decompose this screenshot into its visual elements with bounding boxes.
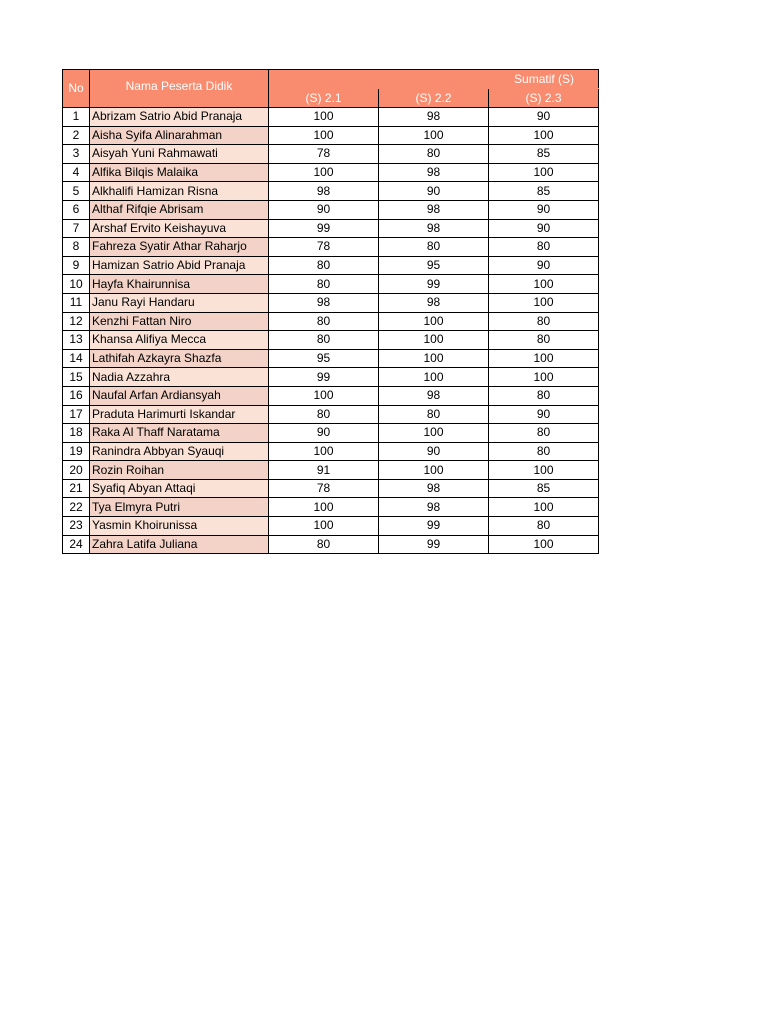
score-s2-3: 100 [489, 368, 599, 387]
student-name: Rozin Roihan [90, 461, 269, 480]
table-row [63, 535, 599, 554]
table-row [63, 182, 599, 201]
score-s2-3: 80 [489, 238, 599, 257]
score-s2-2: 99 [379, 275, 489, 294]
table-row [63, 331, 599, 350]
header-s2-1: (S) 2.1 [269, 89, 379, 108]
score-s2-2: 100 [379, 368, 489, 387]
table-row [63, 126, 599, 145]
score-s2-3: 80 [489, 312, 599, 331]
score-s2-1: 78 [269, 145, 379, 164]
score-s2-1: 100 [269, 126, 379, 145]
score-s2-2: 98 [379, 200, 489, 219]
table-row [63, 386, 599, 405]
row-number: 23 [63, 517, 90, 536]
student-name: Syafiq Abyan Attaqi [90, 479, 269, 498]
table-row [63, 275, 599, 294]
score-s2-2: 95 [379, 256, 489, 275]
score-s2-1: 91 [269, 461, 379, 480]
score-s2-3: 80 [489, 517, 599, 536]
table-row [63, 256, 599, 275]
student-name: Lathifah Azkayra Shazfa [90, 349, 269, 368]
student-name: Yasmin Khoirunissa [90, 517, 269, 536]
header-sumatif: Sumatif (S) [269, 70, 599, 89]
score-s2-1: 100 [269, 498, 379, 517]
table-row [63, 498, 599, 517]
table-row [63, 424, 599, 443]
table-row [63, 145, 599, 164]
student-name: Nadia Azzahra [90, 368, 269, 387]
score-s2-2: 100 [379, 312, 489, 331]
table-row [63, 163, 599, 182]
table-row [63, 108, 599, 127]
student-name: Ranindra Abbyan Syauqi [90, 442, 269, 461]
score-s2-1: 80 [269, 256, 379, 275]
score-s2-3: 80 [489, 386, 599, 405]
table-row [63, 200, 599, 219]
score-s2-2: 100 [379, 461, 489, 480]
table-row [63, 349, 599, 368]
row-number: 22 [63, 498, 90, 517]
header-s2-2: (S) 2.2 [379, 89, 489, 108]
score-s2-2: 100 [379, 331, 489, 350]
table-row [63, 442, 599, 461]
row-number: 14 [63, 349, 90, 368]
score-s2-1: 100 [269, 163, 379, 182]
student-name: Aisyah Yuni Rahmawati [90, 145, 269, 164]
score-s2-3: 100 [489, 498, 599, 517]
row-number: 19 [63, 442, 90, 461]
student-name: Aisha Syifa Alinarahman [90, 126, 269, 145]
table-row [63, 238, 599, 257]
score-s2-2: 98 [379, 163, 489, 182]
score-s2-2: 98 [379, 498, 489, 517]
table-row [63, 405, 599, 424]
student-name: Kenzhi Fattan Niro [90, 312, 269, 331]
score-s2-2: 100 [379, 349, 489, 368]
score-s2-3: 90 [489, 108, 599, 127]
score-s2-3: 100 [489, 163, 599, 182]
score-s2-1: 100 [269, 108, 379, 127]
student-name: Janu Rayi Handaru [90, 293, 269, 312]
score-s2-1: 78 [269, 238, 379, 257]
score-s2-1: 99 [269, 368, 379, 387]
row-number: 9 [63, 256, 90, 275]
score-s2-3: 80 [489, 331, 599, 350]
student-name: Praduta Harimurti Iskandar [90, 405, 269, 424]
score-s2-3: 80 [489, 424, 599, 443]
score-s2-3: 90 [489, 256, 599, 275]
row-number: 10 [63, 275, 90, 294]
score-s2-2: 98 [379, 293, 489, 312]
score-s2-2: 98 [379, 479, 489, 498]
score-s2-1: 100 [269, 386, 379, 405]
score-s2-3: 100 [489, 126, 599, 145]
score-s2-1: 98 [269, 293, 379, 312]
row-number: 4 [63, 163, 90, 182]
row-number: 24 [63, 535, 90, 554]
score-s2-1: 95 [269, 349, 379, 368]
score-s2-2: 90 [379, 182, 489, 201]
score-s2-1: 99 [269, 219, 379, 238]
table-row [63, 312, 599, 331]
table-row [63, 479, 599, 498]
row-number: 2 [63, 126, 90, 145]
header-name: Nama Peserta Didik [90, 70, 269, 108]
table-header [63, 70, 599, 108]
row-number: 8 [63, 238, 90, 257]
row-number: 16 [63, 386, 90, 405]
row-number: 13 [63, 331, 90, 350]
score-s2-3: 90 [489, 219, 599, 238]
table-body [63, 108, 599, 554]
score-s2-3: 85 [489, 479, 599, 498]
score-s2-1: 90 [269, 424, 379, 443]
score-s2-2: 100 [379, 424, 489, 443]
score-s2-2: 80 [379, 145, 489, 164]
score-s2-3: 80 [489, 442, 599, 461]
score-s2-2: 98 [379, 219, 489, 238]
table-row [63, 293, 599, 312]
student-name: Arshaf Ervito Keishayuva [90, 219, 269, 238]
table-row [63, 461, 599, 480]
header-row-group [63, 70, 599, 89]
score-s2-2: 99 [379, 517, 489, 536]
student-name: Naufal Arfan Ardiansyah [90, 386, 269, 405]
student-name: Alfika Bilqis Malaika [90, 163, 269, 182]
row-number: 3 [63, 145, 90, 164]
score-s2-3: 100 [489, 535, 599, 554]
row-number: 21 [63, 479, 90, 498]
row-number: 7 [63, 219, 90, 238]
student-name: Alkhalifi Hamizan Risna [90, 182, 269, 201]
row-number: 17 [63, 405, 90, 424]
row-number: 11 [63, 293, 90, 312]
score-s2-1: 100 [269, 517, 379, 536]
student-name: Khansa Alifiya Mecca [90, 331, 269, 350]
table-row [63, 219, 599, 238]
score-s2-3: 100 [489, 275, 599, 294]
table-row [63, 368, 599, 387]
score-s2-3: 85 [489, 182, 599, 201]
score-s2-2: 80 [379, 238, 489, 257]
score-s2-1: 100 [269, 442, 379, 461]
student-name: Althaf Rifqie Abrisam [90, 200, 269, 219]
student-name: Hayfa Khairunnisa [90, 275, 269, 294]
score-s2-3: 100 [489, 461, 599, 480]
score-s2-1: 80 [269, 312, 379, 331]
score-s2-3: 90 [489, 200, 599, 219]
score-s2-1: 98 [269, 182, 379, 201]
score-s2-2: 100 [379, 126, 489, 145]
score-s2-2: 99 [379, 535, 489, 554]
student-name: Fahreza Syatir Athar Raharjo [90, 238, 269, 257]
score-s2-1: 80 [269, 331, 379, 350]
student-name: Abrizam Satrio Abid Pranaja [90, 108, 269, 127]
score-s2-1: 80 [269, 275, 379, 294]
score-s2-3: 100 [489, 293, 599, 312]
header-no: No [63, 70, 90, 108]
student-name: Tya Elmyra Putri [90, 498, 269, 517]
header-s2-3: (S) 2.3 [489, 89, 599, 108]
score-s2-1: 80 [269, 405, 379, 424]
score-s2-2: 98 [379, 108, 489, 127]
score-s2-3: 100 [489, 349, 599, 368]
score-s2-2: 98 [379, 386, 489, 405]
row-number: 5 [63, 182, 90, 201]
row-number: 15 [63, 368, 90, 387]
score-s2-1: 90 [269, 200, 379, 219]
row-number: 6 [63, 200, 90, 219]
score-s2-2: 80 [379, 405, 489, 424]
row-number: 12 [63, 312, 90, 331]
student-name: Hamizan Satrio Abid Pranaja [90, 256, 269, 275]
score-s2-3: 90 [489, 405, 599, 424]
student-name: Raka Al Thaff Naratama [90, 424, 269, 443]
table-row [63, 517, 599, 536]
score-s2-1: 78 [269, 479, 379, 498]
grade-table [62, 69, 599, 554]
row-number: 18 [63, 424, 90, 443]
score-s2-2: 90 [379, 442, 489, 461]
score-s2-1: 80 [269, 535, 379, 554]
row-number: 1 [63, 108, 90, 127]
score-s2-3: 85 [489, 145, 599, 164]
student-name: Zahra Latifa Juliana [90, 535, 269, 554]
row-number: 20 [63, 461, 90, 480]
